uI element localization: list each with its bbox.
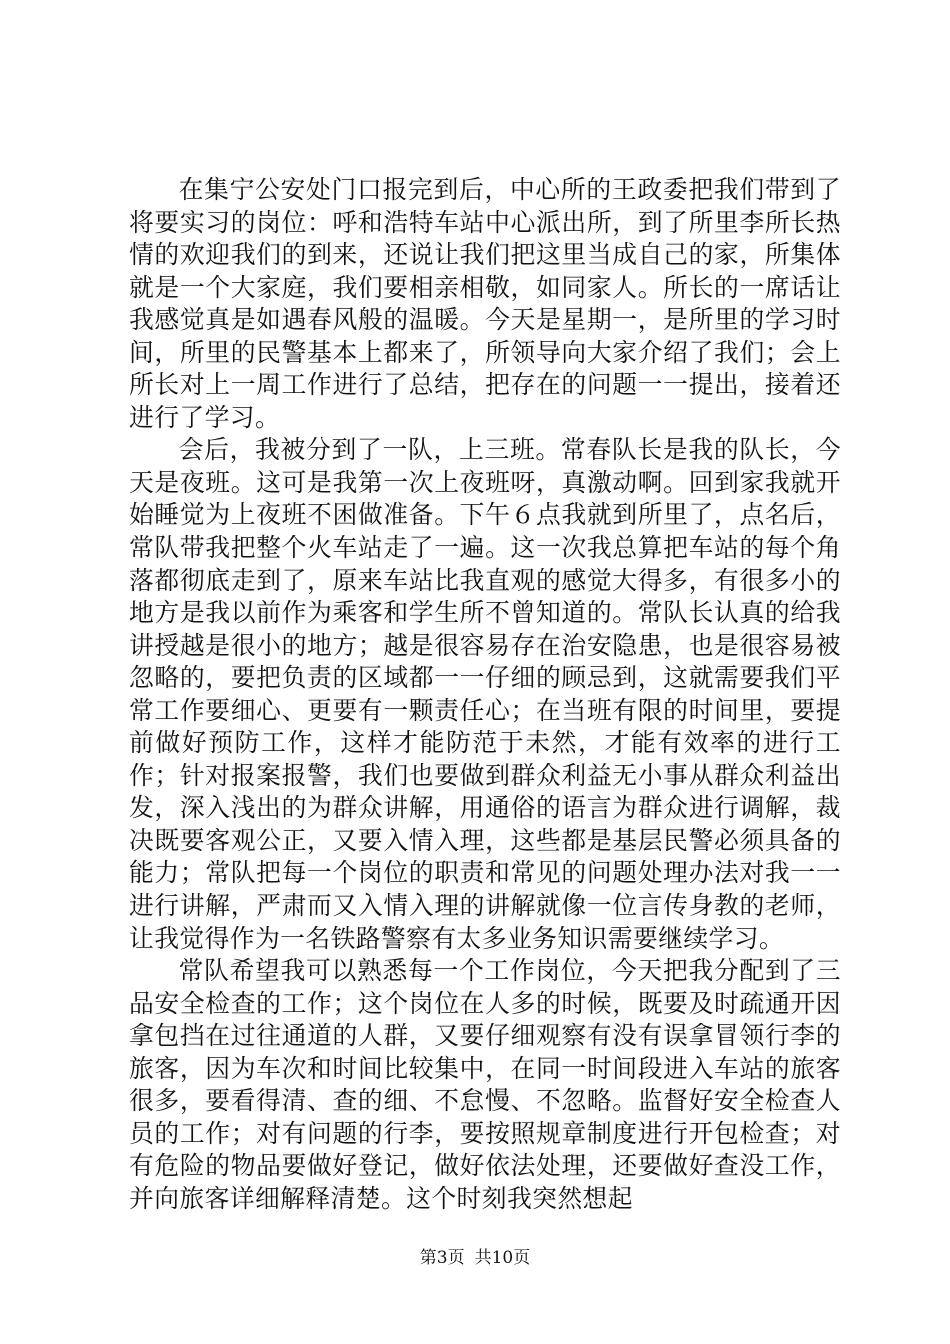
body-text bbox=[129, 174, 841, 1216]
page-footer bbox=[0, 1243, 950, 1268]
paragraph: 在集宁公安处门口报完到后，中心所的王政委把我们带到了将要实习的岗位：呼和浩特车站中心派出所，到了所里李所长热情的欢迎我们的到来，还说让我们把这里当成自己的家，所集体就是一个大家庭，我们要相亲相敬，如同家人。所长的一席话让我感觉真是如遇春风般的温暖。今天是星期一，是所里的学习时间，所里的民警基本上都来了，所领导向大家介绍了我们；会上所长对上一周工作进行了总结，把存在的问题一一提出，接着还进行了学习。 bbox=[129, 175, 841, 432]
paragraph: 常队希望我可以熟悉每一个工作岗位，今天把我分配到了三品安全检查的工作；这个岗位在人多的时候，既要及时疏通开因拿包挡在过往通道的人群，又要仔细观察有没有误拿冒领行李的旅客，因为车次和时间比较集中，在同一时间段进入车站的旅客很多，要看得清、查的细、不怠慢、不忽略。监督好安全检查人员的工作；对有问题的行李，要按照规章制度进行开包检查；对有危险的物品要做好登记，做好依法处理，还要做好查没工作，并向旅客详细解释清楚。这个时刻我突然想起 bbox=[129, 956, 841, 1213]
paragraph: 会后，我被分到了一队，上三班。常春队长是我的队长，今天是夜班。这可是我第一次上夜班呀，真激动啊。回到家我就开始睡觉为上夜班不困做准备。下午６点我就到所里了，点名后，常队带我把整个火车站走了一遍。这一次我总算把车站的每个角落都彻底走到了，原来车站比我直观的感觉大得多，有很多小的地方是我以前作为乘客和学生所不曾知道的。常队长认真的给我讲授越是很小的地方；越是很容易存在治安隐患，也是很容易被忽略的，要把负责的区域都一一仔细的顾忌到，这就需要我们平常工作要细心、更要有一颗责任心；在当班有限的时间里，要提前做好预防工作，这样才能防范于未然，才能有效率的进行工作；针对报案报警，我们也要做到群众利益无小事从群众利益出发，深入浅出的为群众讲解，用通俗的语言为群众进行调解，裁决既要客观公正，又要入情入理，这些都是基层民警必须具备的能力；常队把每一个岗位的职责和常见的问题处理办法对我一一进行讲解，严肃而又入情入理的讲解就像一位言传身教的老师，让我觉得作为一名铁路警察有太多业务知识需要继续学习。 bbox=[129, 435, 841, 953]
page-total: 共10页 bbox=[474, 1248, 531, 1268]
page-number: 第3页 bbox=[419, 1248, 465, 1268]
